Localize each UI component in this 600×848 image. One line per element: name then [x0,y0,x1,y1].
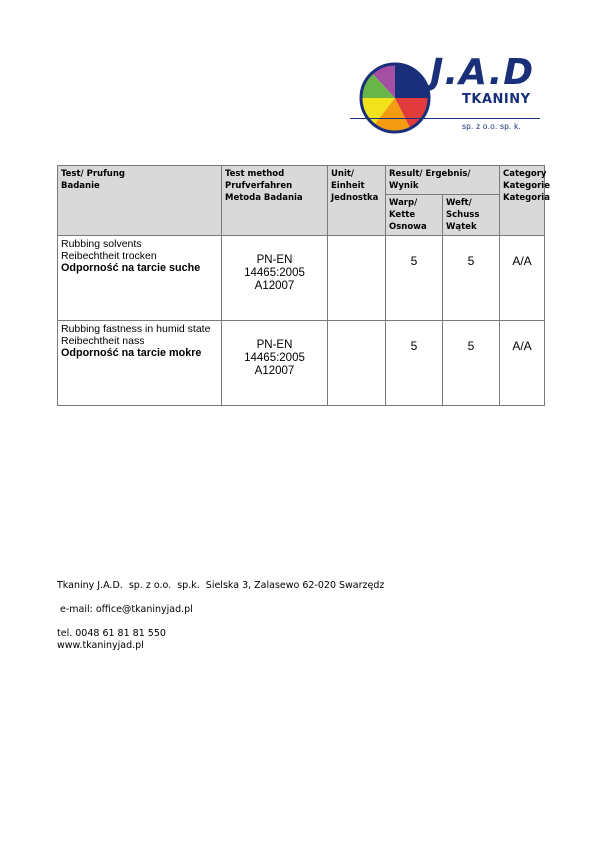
company-logo [350,50,550,140]
unit-cell [328,236,386,321]
header-weft: Weft/ Schuss Wątek [443,195,500,236]
warp-value: 5 [386,321,443,406]
header-category: Category Kategorie Kategoria [500,166,545,236]
logo-subtitle: TKANINY [462,92,531,107]
header-method: Test method Prufverfahren Metoda Badania [222,166,328,236]
company-email: e-mail: office@tkaninyjad.pl [57,604,193,615]
header-warp: Warp/ Kette Osnowa [386,195,443,236]
logo-letters: J.A.D [430,52,535,93]
company-website: www.tkaninyjad.pl [57,640,144,651]
test-name-cell: Rubbing solvents Reibechtheit trocken Odporność na tarcie suche [58,236,222,321]
method-cell: PN-EN 14465:2005 A12007 [222,321,328,406]
category-value: A/A [500,236,545,321]
method-cell: PN-EN 14465:2005 A12007 [222,236,328,321]
unit-cell [328,321,386,406]
table-row [58,236,545,321]
company-phone: tel. 0048 61 81 81 550 [57,628,166,639]
header-test: Test/ Prufung Badanie [58,166,222,236]
header-result: Result/ Ergebnis/ Wynik [386,166,500,195]
company-contact-footer [57,580,384,652]
category-value: A/A [500,321,545,406]
weft-value: 5 [443,236,500,321]
table-row [58,321,545,406]
warp-value: 5 [386,236,443,321]
test-name-cell: Rubbing fastness in humid state Reibechtheit nass Odporność na tarcie mokre [58,321,222,406]
logo-legal-form: sp. z o.o. sp. k. [462,122,521,131]
weft-value: 5 [443,321,500,406]
test-results-table [57,165,550,406]
logo-underline [350,118,540,119]
header-unit: Unit/ Einheit Jednostka [328,166,386,236]
company-address: Tkaniny J.A.D. sp. z o.o. sp.k. Sielska 3, Zalasewo 62-020 Swarzędz [57,580,385,591]
